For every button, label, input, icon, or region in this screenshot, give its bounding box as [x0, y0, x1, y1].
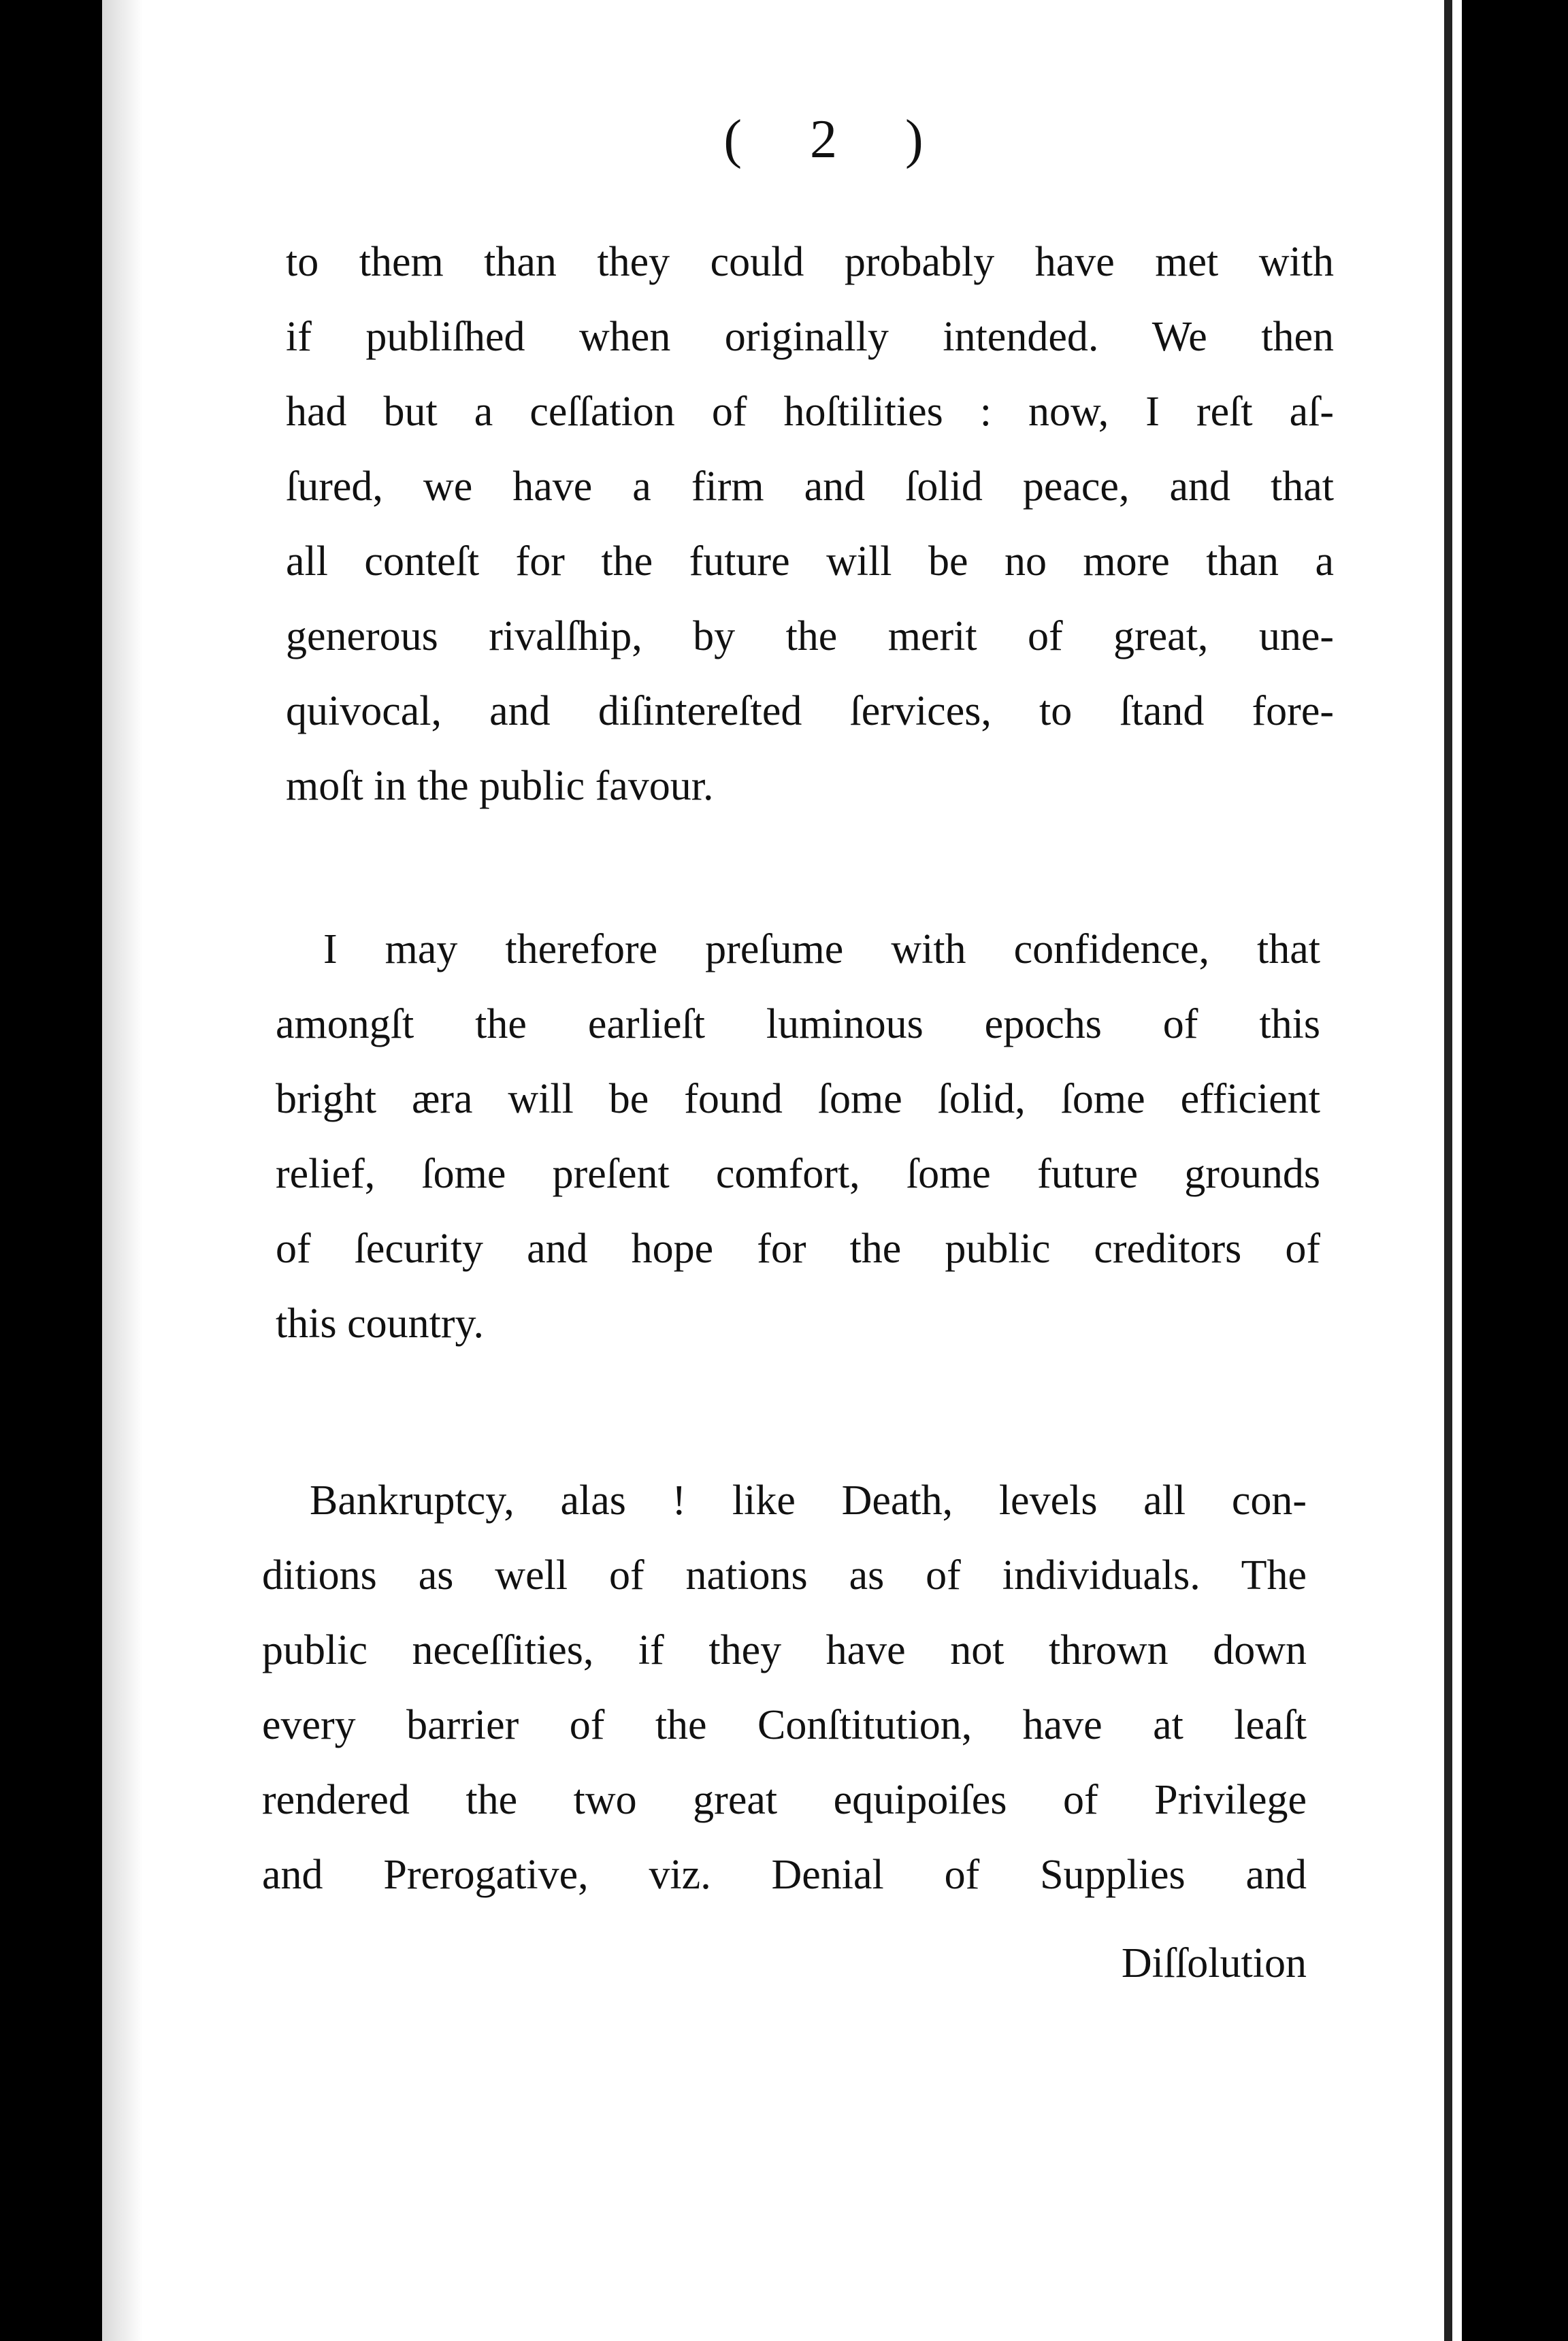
text-line: rendered the two great equipoiſes of Privilege: [262, 1777, 1307, 1823]
text-line: if publiſhed when originally intended. We then: [286, 314, 1334, 360]
text-line: to them than they could probably have met with: [286, 239, 1334, 285]
text-line: I may therefore preſume with confidence, that: [323, 926, 1320, 972]
text-line: every barrier of the Conſtitution, have at leaſt: [262, 1702, 1307, 1748]
page-number: ( 2 ): [723, 110, 951, 169]
catchword: Diſſolution: [1121, 1940, 1307, 1986]
text-line: moſt in the public favour.: [286, 763, 714, 809]
paragraph-1: [286, 225, 1334, 823]
page-edge: [1436, 0, 1444, 2341]
text-line: generous rivalſhip, by the merit of great, une-: [286, 613, 1334, 659]
text-line: of ſecurity and hope for the public creditors of: [276, 1226, 1320, 1272]
paragraph-3: [262, 1463, 1307, 1912]
page-edge-shadow: [1444, 0, 1452, 2341]
text-line: this country.: [276, 1300, 484, 1347]
text-line: bright æra will be found ſome ſolid, ſome efficient: [276, 1076, 1320, 1122]
text-line: relief, ſome preſent comfort, ſome future grounds: [276, 1151, 1320, 1197]
text-line: ditions as well of nations as of individuals. The: [262, 1552, 1307, 1599]
paragraph-2: [276, 912, 1320, 1361]
text-line: Bankruptcy, alas ! like Death, levels all con-: [310, 1477, 1307, 1524]
gutter-shadow: [102, 0, 143, 2341]
text-line: had but a ceſſation of hoſtilities : now, I reſt aſ-: [286, 389, 1334, 435]
text-line: and Prerogative, viz. Denial of Supplies and: [262, 1852, 1307, 1898]
text-line: all conteſt for the future will be no more than a: [286, 538, 1334, 585]
book-page: [102, 0, 1436, 2341]
text-line: public neceſſities, if they have not thrown down: [262, 1627, 1307, 1673]
text-line: amongſt the earlieſt luminous epochs of this: [276, 1001, 1320, 1047]
text-line: ſured, we have a firm and ſolid peace, and that: [286, 463, 1334, 510]
next-page-edge: [1452, 0, 1462, 2341]
text-line: quivocal, and diſintereſted ſervices, to ſtand fore-: [286, 688, 1334, 734]
